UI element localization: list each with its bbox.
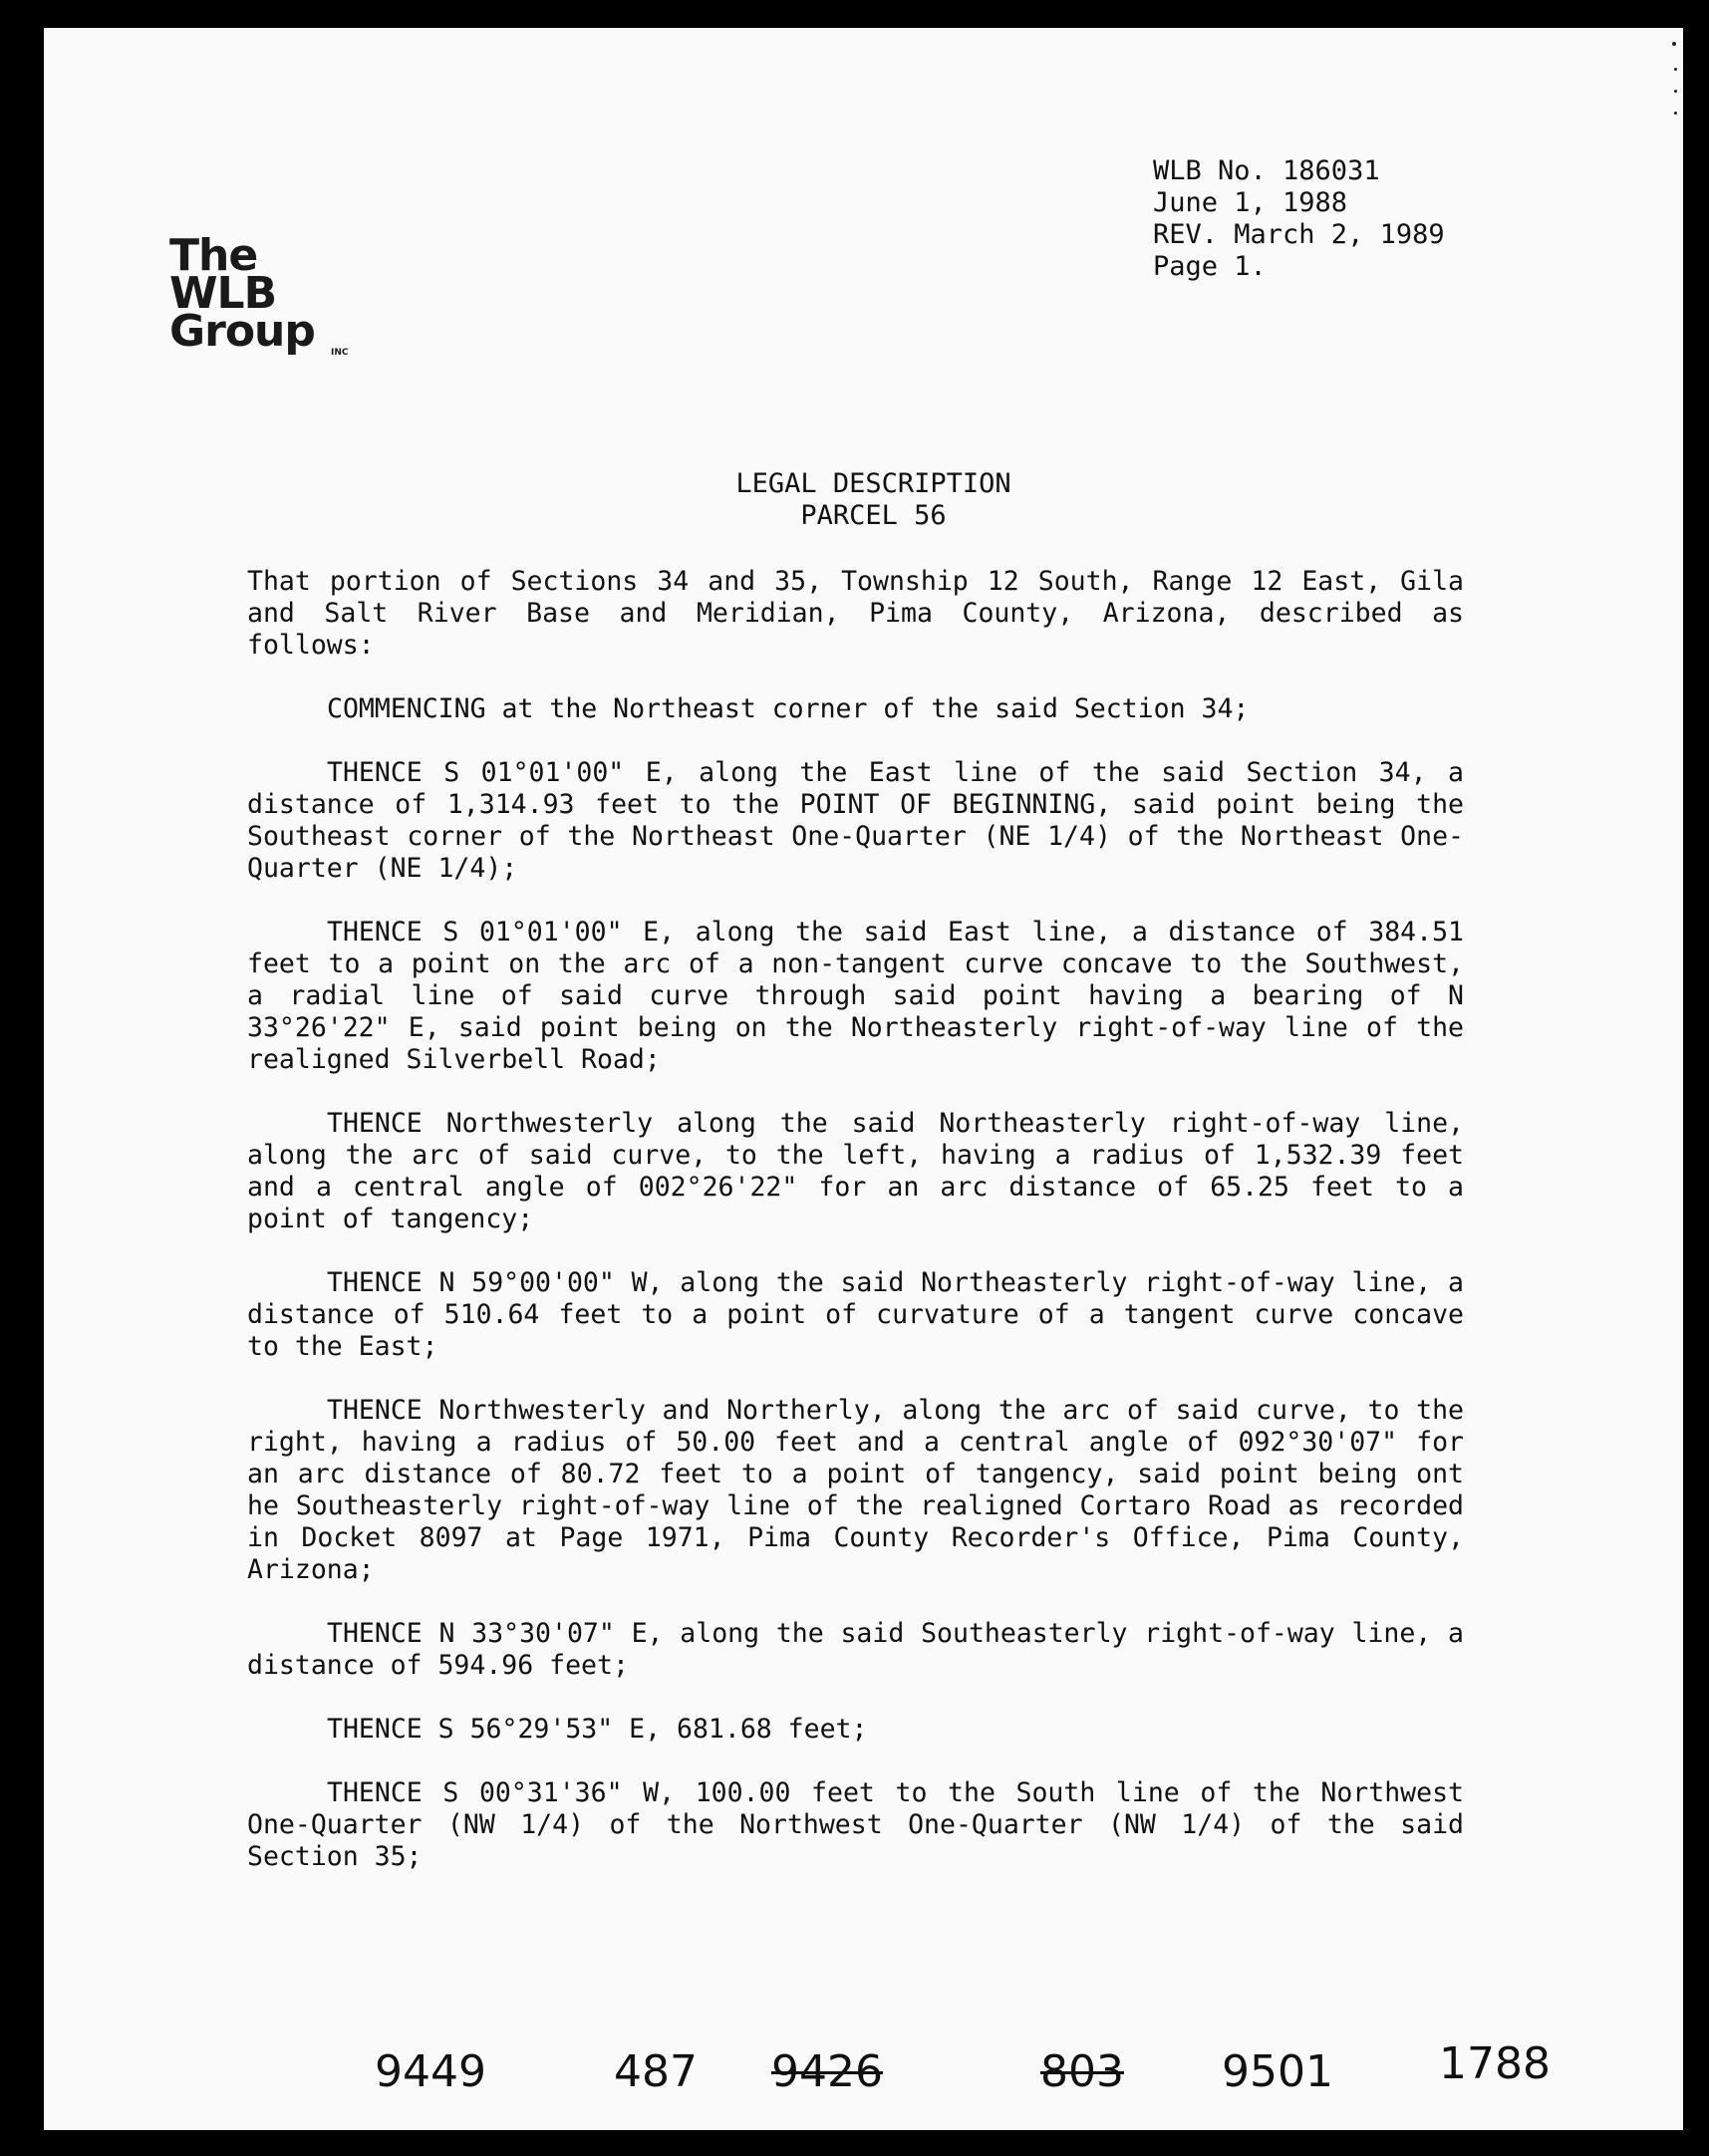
footer-numbers [44,2038,1683,2116]
paragraph-thence-8: THENCE S 00°31'36" W, 100.00 feet to the South line of the Northwest One-Quarter (NW 1/4) of the Northwest One-Quarter (NW 1/4) of the said Section 35; [247,1777,1464,1872]
footer-number-6: 1788 [1439,2038,1551,2089]
footer-number-2: 487 [614,2046,698,2097]
logo-line-2: WLB [169,268,277,319]
paragraph-thence-5: THENCE Northwesterly and Northerly, along the arc of said curve, to the right, having a radius of 50.00 feet and a central angle of 092°30'07" for an arc distance of 80.72 feet to a point of tangency, said point being ont he Southeasterly right-of-way line of the realigned Cortaro Road as recorded in Docket 8097 at Page 1971, Pima County Recorder's Office, Pima County, Arizona; [247,1395,1464,1585]
document-title [44,468,1683,532]
footer-number-5: 9501 [1222,2046,1333,2097]
title-line-2: PARCEL 56 [800,500,947,531]
legal-description-body [247,566,1464,1905]
scan-speck [1674,90,1677,93]
logo-inc-suffix: INC [331,348,349,358]
document-reference-block [1153,155,1445,283]
footer-number-1: 9449 [375,2046,486,2097]
footer-number-3-struck: 9426 [771,2046,883,2097]
revision-date: REV. March 2, 1989 [1153,219,1445,250]
document-date: June 1, 1988 [1153,187,1348,218]
paragraph-thence-3: THENCE Northwesterly along the said Northeasterly right-of-way line, along the arc of said curve, to the left, having a radius of 1,532.39 feet and a central angle of 002°26'22" for an arc distance of 65.25 feet to a point of tangency; [247,1108,1464,1234]
scan-speck [1672,42,1676,46]
paragraph-thence-6: THENCE N 33°30'07" E, along the said Southeasterly right-of-way line, a distance of 594.96 feet; [247,1618,1464,1681]
paragraph-thence-2: THENCE S 01°01'00" E, along the said East line, a distance of 384.51 feet to a point on the arc of a non-tangent curve concave to the Southwest, a radial line of said curve through said point having a bearing of N 33°26'22" E, said point being on the Northeasterly right-of-way line of the realigned Silverbell Road; [247,917,1464,1075]
paragraph-thence-7: THENCE S 56°29'53" E, 681.68 feet; [327,1714,868,1745]
page-number: Page 1. [1153,251,1267,282]
wlb-group-logo [169,230,349,358]
footer-number-4-struck: 803 [1040,2046,1124,2097]
logo-line-1: The [169,230,258,281]
title-line-1: LEGAL DESCRIPTION [735,468,1011,499]
paragraph-intro: That portion of Sections 34 and 35, Township 12 South, Range 12 East, Gila and Salt River Base and Meridian, Pima County, Arizona, described as follows: [247,566,1464,661]
paragraph-thence-1: THENCE S 01°01'00" E, along the East line of the said Section 34, a distance of 1,314.93 feet to the POINT OF BEGINNING, said point being the Southeast corner of the Northeast One-Quarter (NE 1/4) of the Northeast One-Quarter (NE 1/4); [247,757,1464,884]
paragraph-commencing: COMMENCING at the Northeast corner of the said Section 34; [327,693,1250,724]
scan-speck [1674,68,1677,71]
wlb-number: WLB No. 186031 [1153,155,1380,186]
scan-speck [1674,112,1677,115]
document-page [44,28,1683,2130]
logo-line-3-text: Group [169,306,315,357]
paragraph-thence-4: THENCE N 59°00'00" W, along the said Northeasterly right-of-way line, a distance of 510.64 feet to a point of curvature of a tangent curve concave to the East; [247,1267,1464,1362]
logo-line-3 [169,306,349,358]
